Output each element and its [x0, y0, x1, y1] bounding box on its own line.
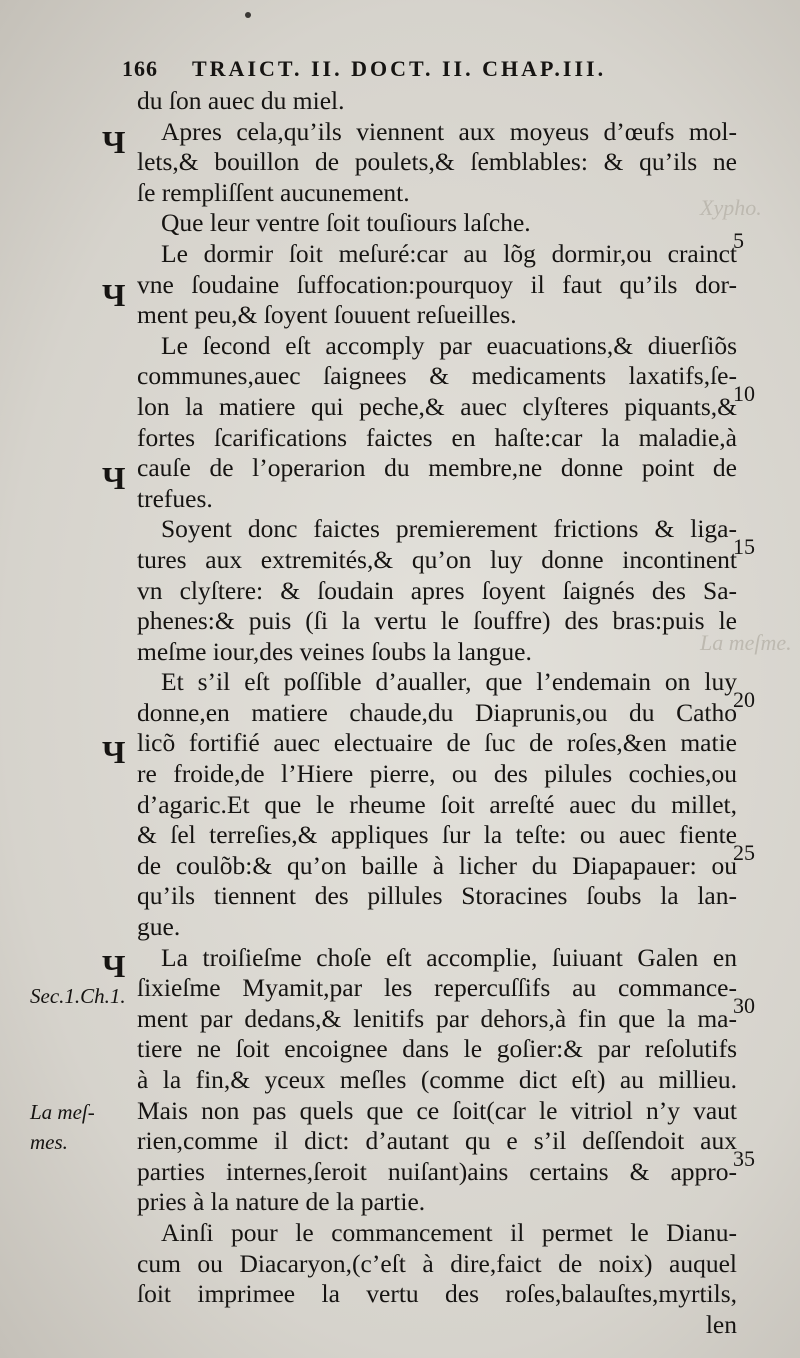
text-line: qu’ils tiennent des pillules Storacines ſoubs la lan- [137, 881, 737, 911]
page-number: 166 [122, 56, 158, 81]
text-line: à la fin,& yceux meſles (comme dict eſt) au millieu. [137, 1065, 737, 1094]
text-line: communes,auec ſaignees & medicaments laxatifs,ſe- [137, 361, 737, 391]
body-text [137, 86, 737, 1340]
text-line: parties internes,ſeroit nuiſant)ains certains & appro- [137, 1156, 737, 1186]
text-line: Soyent donc faictes premierement frictions & liga- [161, 514, 737, 544]
text-line: donne,en matiere chaude,du Diaprunis,ou du Catho [137, 697, 737, 727]
bleed-word: La meſme. [700, 630, 792, 655]
line-number: 30 [733, 993, 755, 1018]
text-line: vne ſoudaine ſuffocation:pourquoy il faut qu’ils dor- [137, 269, 737, 299]
jupiter-symbol: Ч [102, 460, 126, 496]
text-line: de coulõb:& qu’on baille à licher du Diapapauer: ou [137, 850, 737, 880]
text-line: cauſe de l’operarion du membre,ne donne point de [137, 453, 737, 483]
ink-dot [245, 12, 251, 18]
text-line: Le ſecond eſt accomply par euacuations,& diuerſiõs [161, 330, 737, 360]
line-number: 15 [733, 534, 755, 559]
text-line: trefues. [137, 483, 213, 513]
line-number: 5 [733, 228, 744, 253]
text-line: tures aux extremités,& qu’on luy donne incontinent [137, 544, 737, 574]
jupiter-symbol: Ч [102, 277, 126, 313]
text-line: lon la matiere qui peche,& auec clyſteres piquants,& [137, 391, 737, 421]
jupiter-symbol: Ч [102, 948, 126, 984]
text-line: ment par dedans,& lenitifs par dehors,à fin que la ma- [137, 1003, 737, 1033]
running-header [122, 56, 708, 82]
margin-note: Sec.1.Ch.1. [30, 984, 126, 1008]
text-line: pries à la nature de la partie. [137, 1187, 426, 1217]
text-line: Que leur ventre ſoit touſiours laſche. [161, 208, 531, 238]
text-line: & ſel terreſies,& appliques ſur la teſte: ou auec fiente [137, 820, 737, 850]
text-line: Mais non pas quels que ce ſoit(car le vitriol n’y vaut [137, 1095, 737, 1125]
text-line: rien,comme il dict: d’autant qu e s’il deſſendoit aux [137, 1126, 737, 1156]
text-line: ment peu,& ſoyent ſouuent reſueilles. [137, 300, 517, 330]
text-line: La troiſieſme choſe eſt accomplie, ſuiuant Galen en [161, 942, 737, 972]
text-line: Ainſi pour le commancement il permet le Dianu- [161, 1217, 737, 1247]
margin-note: mes. [30, 1130, 68, 1154]
text-line: fortes ſcarifications faictes en haſte:car la maladie,à [137, 422, 737, 452]
text-line: Le dormir ſoit meſuré:car au lõg dormir,ou crainct [161, 238, 737, 268]
text-line: Et s’il eſt poſſible d’aualler, que l’endemain on luy [161, 667, 737, 697]
jupiter-symbol: Ч [102, 124, 126, 160]
text-line: lets,& bouillon de poulets,& ſemblables: & qu’ils ne [137, 147, 737, 177]
text-line: licõ fortifié auec electuaire de ſuc de roſes,&en matie [137, 728, 737, 758]
text-line: du ſon auec du miel. [137, 86, 345, 115]
text-line: d’agaric.Et que le rheume ſoit arreſté auec du millet, [137, 789, 737, 819]
jupiter-symbol: Ч [102, 734, 126, 770]
text-line: meſme iour,des veines ſoubs la langue. [137, 636, 532, 666]
line-number: 10 [733, 381, 755, 406]
text-line: tiere ne ſoit encoignee dans le goſier:& par reſolutifs [137, 1034, 737, 1064]
text-line: cum ou Diacaryon,(c’eſt à dire,faict de noix) auquel [137, 1248, 737, 1278]
line-number: 35 [733, 1146, 755, 1171]
text-line: ſixieſme Myamit,par les repercuſſifs au commance- [137, 973, 737, 1003]
text-line: ſe rempliſſent aucunement. [137, 177, 410, 207]
line-number: 20 [733, 687, 755, 712]
catchword: len [705, 1309, 737, 1339]
bleed-word: Xypho. [700, 195, 762, 220]
margin-note: La meſ- [30, 1100, 95, 1124]
text-line: ſoit imprimee la vertu des roſes,balauſtes,myrtils, [137, 1279, 737, 1309]
text-line: gue. [137, 912, 181, 942]
text-line: re froide,de l’Hiere pierre, ou des pilules cochies,ou [137, 759, 737, 789]
text-line: Apres cela,qu’ils viennent aux moyeus d’œufs mol- [161, 116, 737, 146]
running-title: TRAICT. II. DOCT. II. CHAP.III. [192, 56, 607, 81]
text-line: phenes:& puis (ſi la vertu le ſouffre) des bras:puis le [137, 606, 737, 636]
line-number: 25 [733, 840, 755, 865]
text-line: vn clyſtere: & ſoudain apres ſoyent ſaignés des Sa- [137, 575, 737, 605]
